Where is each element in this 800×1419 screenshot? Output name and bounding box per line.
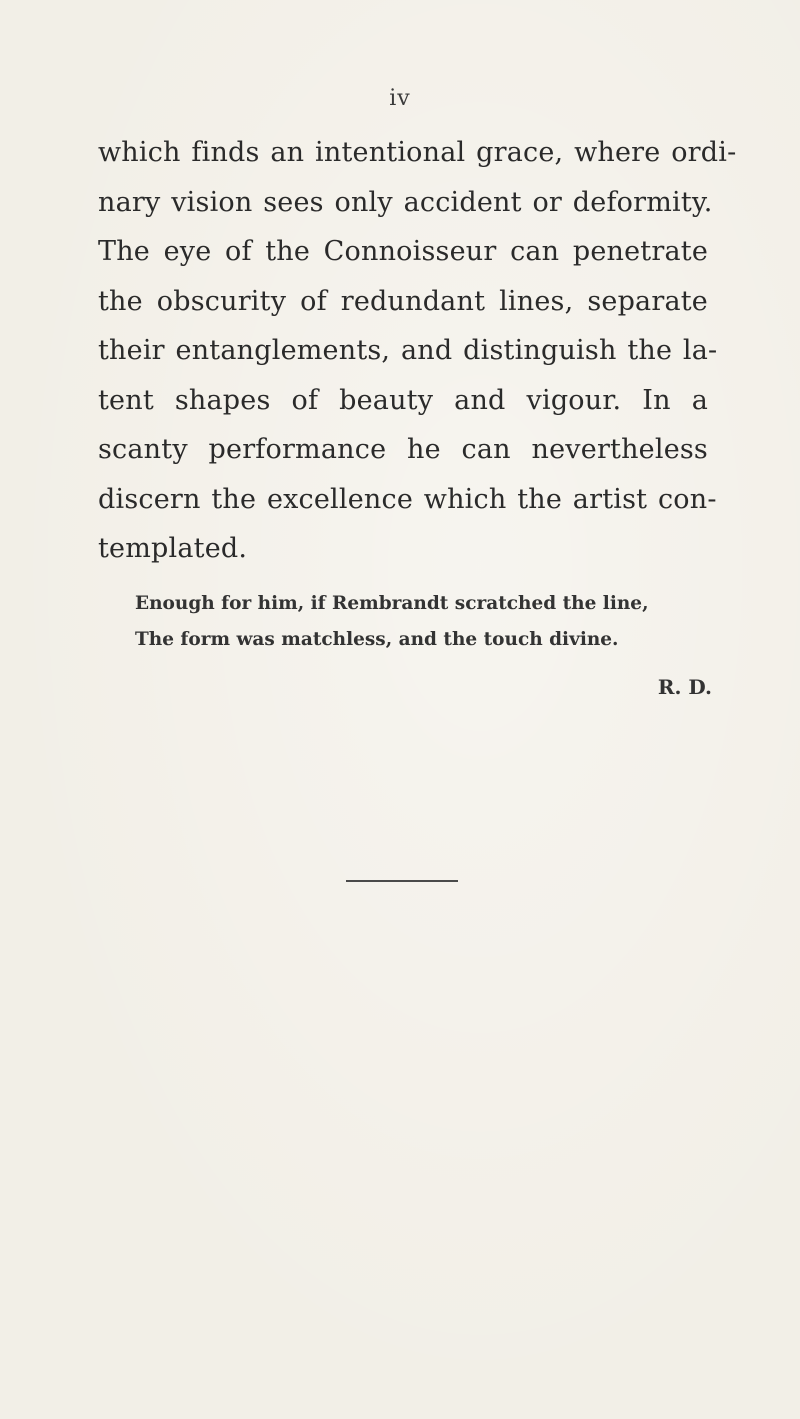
verse-line: Enough for him, if Rembrandt scratched the line, — [135, 593, 649, 614]
body-line: discern the excellence which the artist con- — [98, 483, 717, 515]
body-line: The eye of the Connoisseur can penetrate — [98, 236, 708, 267]
page-number: iv — [389, 86, 411, 111]
body-line: their entanglements, and distinguish the la- — [98, 335, 718, 366]
body-line: which finds an intentional grace, where ordi- — [98, 137, 737, 168]
body-paragraph — [98, 128, 737, 574]
body-line: scanty performance he can nevertheless — [98, 434, 708, 465]
section-divider — [346, 880, 458, 882]
body-line: nary vision sees only accident or deformity. — [98, 186, 713, 218]
verse-quote — [135, 586, 675, 658]
body-line: the obscurity of redundant lines, separate — [98, 285, 708, 317]
body-line: templated. — [98, 533, 248, 564]
verse-line: The form was matchless, and the touch divine. — [135, 629, 619, 650]
signature-initials: R. D. — [657, 675, 712, 699]
body-line: tent shapes of beauty and vigour. In a — [98, 384, 708, 416]
